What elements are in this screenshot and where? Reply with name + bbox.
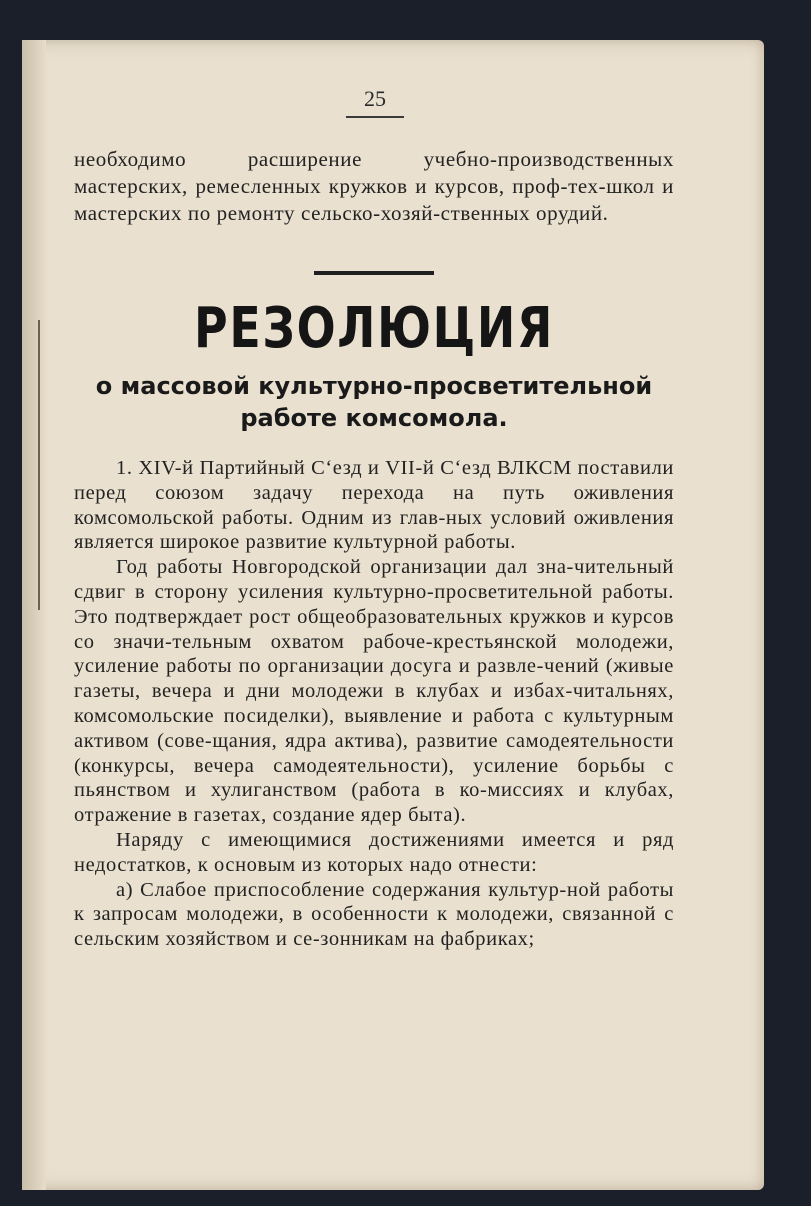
section-divider <box>314 271 434 275</box>
resolution-body <box>74 456 674 952</box>
resolution-subheading <box>74 370 674 434</box>
paragraph-1: 1. XIV-й Партийный С‘езд и VII-й С‘езд ВЛКСМ поставили перед союзом задачу перехода на путь оживления комсомольской работы. Одним из глав-ных условий оживления является широкое развитие культурной работы. <box>74 457 674 554</box>
paragraph-4: а) Слабое приспособление содержания культур-ной работы к запросам молодежи, в особенности к молодежи, связанной с сельским хозяйством и се-зонникам на фабриках; <box>74 878 674 951</box>
paragraph-2: Год работы Новгородской организации дал зна-чительный сдвиг в сторону усиления культурно-просветительной работы. Это подтверждает рост общеобразовательных кружков и курсов со значи-тельным охватом рабоче-крестьянской молодежи, усиление работы по организации досуга и развле-чений (живые газеты, вечера и дни молодежи в клубах и избах-читальнях, комсомольские посиделки), выявление и работа с культурным активом (сове-щания, ядра актива), развитие самодеятельности (конкурсы, вечера самодеятельности), усиление борьбы с пьянством и хулиганством (работа в ко-миссиях и клубах, отражение в газетах, создание ядер быта). <box>74 556 674 827</box>
subheading-line-1: о массовой культурно-просветительной <box>95 372 653 400</box>
spine-thread <box>38 320 40 610</box>
intro-text: необходимо расширение учебно-производственных мастерских, ремесленных кружков и курсов, проф-тех-школ и мастерских по ремонту сельско-хозяй-ственных орудий. <box>74 147 674 225</box>
page-number-underline <box>346 116 404 118</box>
subheading-line-2: работе комсомола. <box>240 404 508 432</box>
paragraph-3: Наряду с имеющимися достижениями имеется и ряд недостатков, к основым из которых надо отнести: <box>74 828 674 876</box>
intro-paragraph <box>74 146 674 227</box>
resolution-heading: РЕЗОЛЮЦИЯ <box>194 296 554 361</box>
page-number: 25 <box>364 86 386 111</box>
book-spine <box>22 40 46 1190</box>
